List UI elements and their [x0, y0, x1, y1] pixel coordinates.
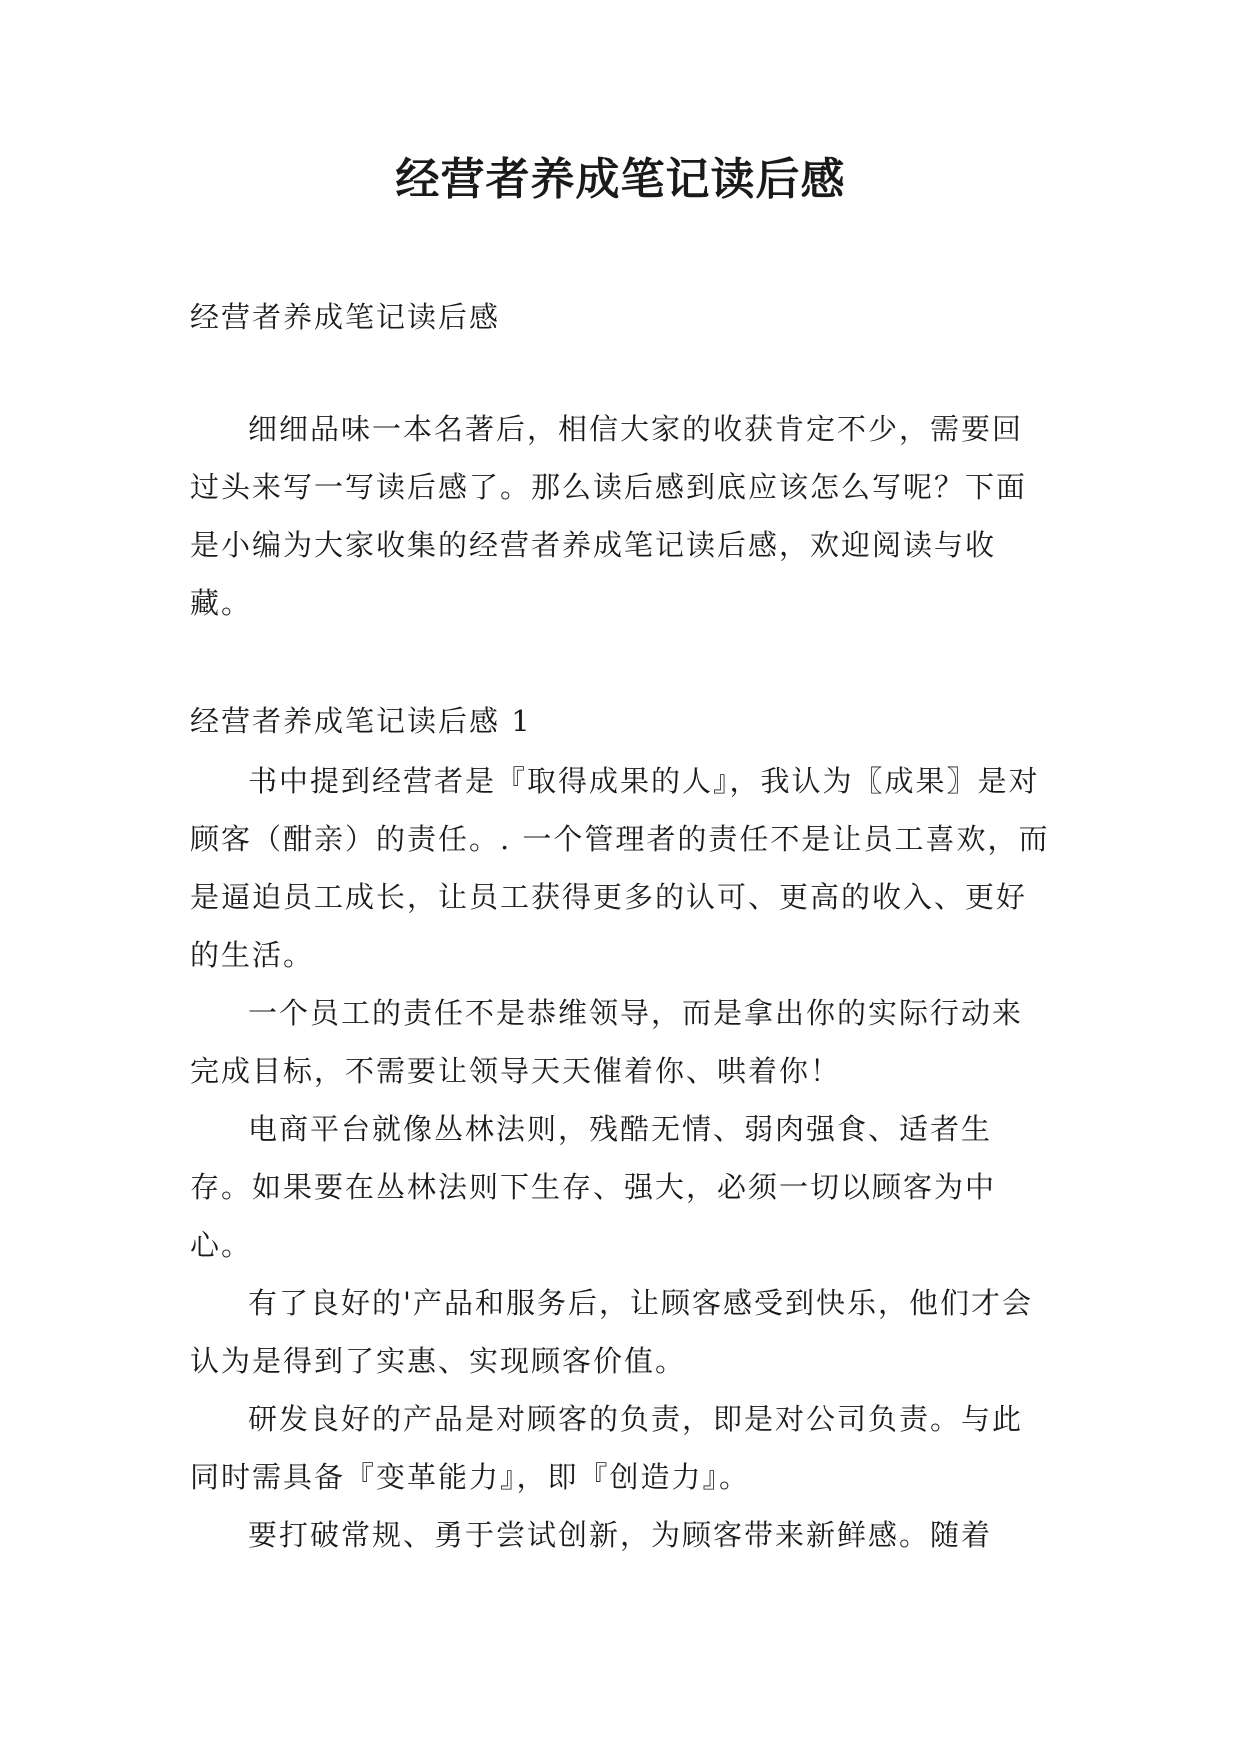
body-paragraph: 一个员工的责任不是恭维领导，而是拿出你的实际行动来完成目标，不需要让领导天天催着你、哄着你！: [190, 996, 1024, 1088]
document-title: 经营者养成笔记读后感: [395, 154, 846, 205]
document-subtitle: 经营者养成笔记读后感: [190, 300, 501, 334]
body-paragraph: 电商平台就像丛林法则，残酷无情、弱肉强食、适者生存。如果要在丛林法则下生存、强大，必须一切以顾客为中心。: [190, 1112, 997, 1262]
section-body: [190, 752, 1050, 1564]
body-paragraph: 书中提到经营者是『取得成果的人』，我认为〖成果〗是对顾客（酣亲）的责任。. 一个管理者的责任不是让员工喜欢，而是逼迫员工成长，让员工获得更多的认可、更高的收入、更好的生活。: [190, 764, 1050, 972]
section-heading: 经营者养成笔记读后感 1: [190, 704, 532, 738]
body-paragraph: 研发良好的产品是对顾客的负责，即是对公司负责。与此同时需具备『变革能力』，即『创造力』。: [190, 1402, 1024, 1494]
intro-paragraph: 细细品味一本名著后，相信大家的收获肯定不少，需要回过头来写一写读后感了。那么读后感到底应该怎么写呢？下面是小编为大家收集的经营者养成笔记读后感，欢迎阅读与收藏。: [190, 412, 1028, 620]
body-paragraph: 要打破常规、勇于尝试创新，为顾客带来新鲜感。随着: [248, 1518, 993, 1552]
body-paragraph: 有了良好的'产品和服务后，让顾客感受到快乐，他们才会认为是得到了实惠、实现顾客价值。: [190, 1286, 1033, 1378]
